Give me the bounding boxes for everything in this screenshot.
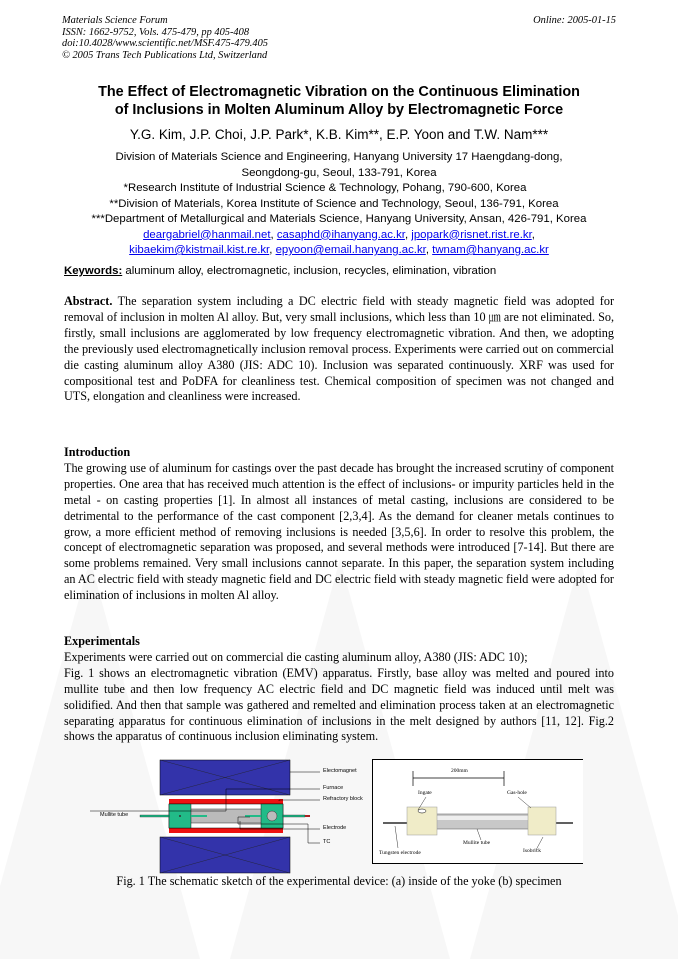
email-link[interactable]: kibaekim@kistmail.kist.re.kr [129, 244, 270, 256]
experimentals-text: Fig. 1 shows an electromagnetic vibration (EMV) apparatus. Firstly, base alloy was melted and poured into mullite tube and then low frequency AC electric field and DC magnetic field was induced until melt was solidified. And then that sample was gathered and remelted and elimination process taken at an electromagnetic separating apparatus for continuous elimination of inclusions in the melt designed by authors [11, 12]. Fig.2 shows the apparatus of continuous inclusion eliminating system. [64, 665, 614, 744]
abstract-label: Abstract. [64, 294, 113, 308]
issn: ISSN: 1662-9752, Vols. 475-479, pp 405-408 [62, 26, 250, 38]
affiliation: **Division of Materials, Korea Institute of Science and Technology, Seoul, 136-791, Korea [109, 197, 559, 210]
introduction-section [64, 445, 614, 604]
figure-b-specimen [372, 759, 583, 864]
paper-title [40, 83, 638, 119]
doi: doi:10.4028/www.scientific.net/MSF.475-479.405 [62, 38, 268, 49]
label-dimension: 200mm [451, 768, 468, 774]
journal-name: Materials Science Forum [62, 15, 168, 26]
label-electromagnet: Electomagnet [323, 768, 357, 774]
label-refractory-block: Refractory block [323, 796, 363, 802]
section-heading: Experimentals [64, 634, 140, 648]
journal-meta [62, 15, 268, 61]
experimentals-line: Experiments were carried out on commercial die casting aluminum alloy, A380 (JIS: ADC 10); [64, 649, 528, 664]
label-tc: TC [323, 839, 331, 845]
online-date: Online: 2005-01-15 [533, 15, 616, 26]
label-tungsten-electrode: Tungsten electrode [379, 850, 421, 856]
email-link[interactable]: deargabriel@hanmail.net [143, 228, 271, 241]
abstract-text: The separation system including a DC electric field with steady magnetic field was adopted for removal of inclusion in molten Al alloy. But, very small inclusions, which less than 10 ㎛ are not eliminated. So, firstly, small inclusions are agglomerated by low frequency electromagnetic vibration. And then, we adopting the previously used electromagnetically inclusion removal process. Experiments were carried out on commercial die casting aluminum alloy A380 (JIS: ADC 10). Inclusion was separated continuously. XRF was used for compositional test and PoDFA for cleanliness test. Chemical composition of specimen was not changed and UTS, elongation and cleanliness were increased. [64, 294, 615, 404]
specimen-diagram [373, 760, 583, 863]
keywords-text: aluminum alloy, electromagnetic, inclusion, recycles, elimination, vibration [125, 265, 497, 277]
affiliation: Seongdong-gu, Seoul, 133-791, Korea [241, 166, 437, 179]
email-link[interactable]: casaphd@ihanyang.ac.kr [276, 228, 405, 241]
email-line: kibaekim@kistmail.kist.re.kr, epyoon@email.hanyang.ac.kr, twnam@hanyang.ac.kr [129, 244, 549, 256]
title-line: The Effect of Electromagnetic Vibration on the Continuous Elimination [98, 84, 580, 100]
affiliations [40, 150, 638, 259]
affiliation: ***Department of Metallurgical and Materials Science, Hanyang University, Ansan, 426-791, Korea [91, 213, 587, 225]
email-link[interactable]: epyoon@email.hanyang.ac.kr [275, 244, 426, 256]
affiliation: *Research Institute of Industrial Science & Technology, Pohang, 790-600, Korea [123, 182, 527, 194]
label-mullite-tube: Mullite tube [100, 812, 129, 818]
keywords [64, 265, 496, 277]
label-mullite-tube: Mullite tube [463, 840, 491, 846]
label-electrode: Electrode [323, 825, 347, 831]
label-isobrick: Isobrick [523, 848, 542, 854]
experimentals-section [64, 634, 614, 745]
label-ingate: Ingate [418, 790, 432, 796]
label-gas-hole: Gas-hole [507, 790, 527, 796]
keywords-label: Keywords: [64, 265, 123, 277]
copyright: © 2005 Trans Tech Publications Ltd, Switzerland [62, 49, 268, 61]
introduction-text: The growing use of aluminum for castings over the past decade has brought the increased scrutiny of component properties. One area that has received much attention is the effect of inclusions- or impurity particles held in the metal - on casting properties [1]. In almost all instances of metal casting, inclusions are considered to be detrimental to the performance of the cast component [2,3,4]. As the demand for cleaner metals continues to grow, a more efficient method of removing inclusions is needed [3,5,6]. In order to resolve this problem, the concept of electromagnetic separation was proposed, and several methods were introduced [7-14]. But there are some problems remained. Very small inclusions cannot separate. In this paper, the separation system including an AC electric field with steady magnetic field and DC electric field with steady magnetic field were adopted for elimination of inclusions in molten Al alloy. [64, 460, 614, 603]
abstract [64, 294, 614, 405]
email-line: deargabriel@hanmail.net, casaphd@ihanyang.ac.kr, jpopark@risnet.rist.re.kr, [143, 228, 535, 241]
affiliation: Division of Materials Science and Engineering, Hanyang University 17 Haengdang-dong, [115, 151, 563, 163]
email-link[interactable]: twnam@hanyang.ac.kr [432, 244, 549, 256]
section-heading: Introduction [64, 445, 131, 459]
yoke-diagram [90, 757, 370, 875]
figure-a-yoke-schematic [90, 757, 370, 875]
authors: Y.G. Kim, J.P. Choi, J.P. Park*, K.B. Kim**, E.P. Yoon and T.W. Nam*** [129, 127, 549, 142]
email-link[interactable]: jpopark@risnet.rist.re.kr [411, 228, 532, 241]
title-line: of Inclusions in Molten Aluminum Alloy by Electromagnetic Force [114, 102, 564, 118]
figure-caption: Fig. 1 The schematic sketch of the experimental device: (a) inside of the yoke (b) specimen [116, 874, 562, 888]
label-furnace: Furnace [323, 785, 344, 791]
